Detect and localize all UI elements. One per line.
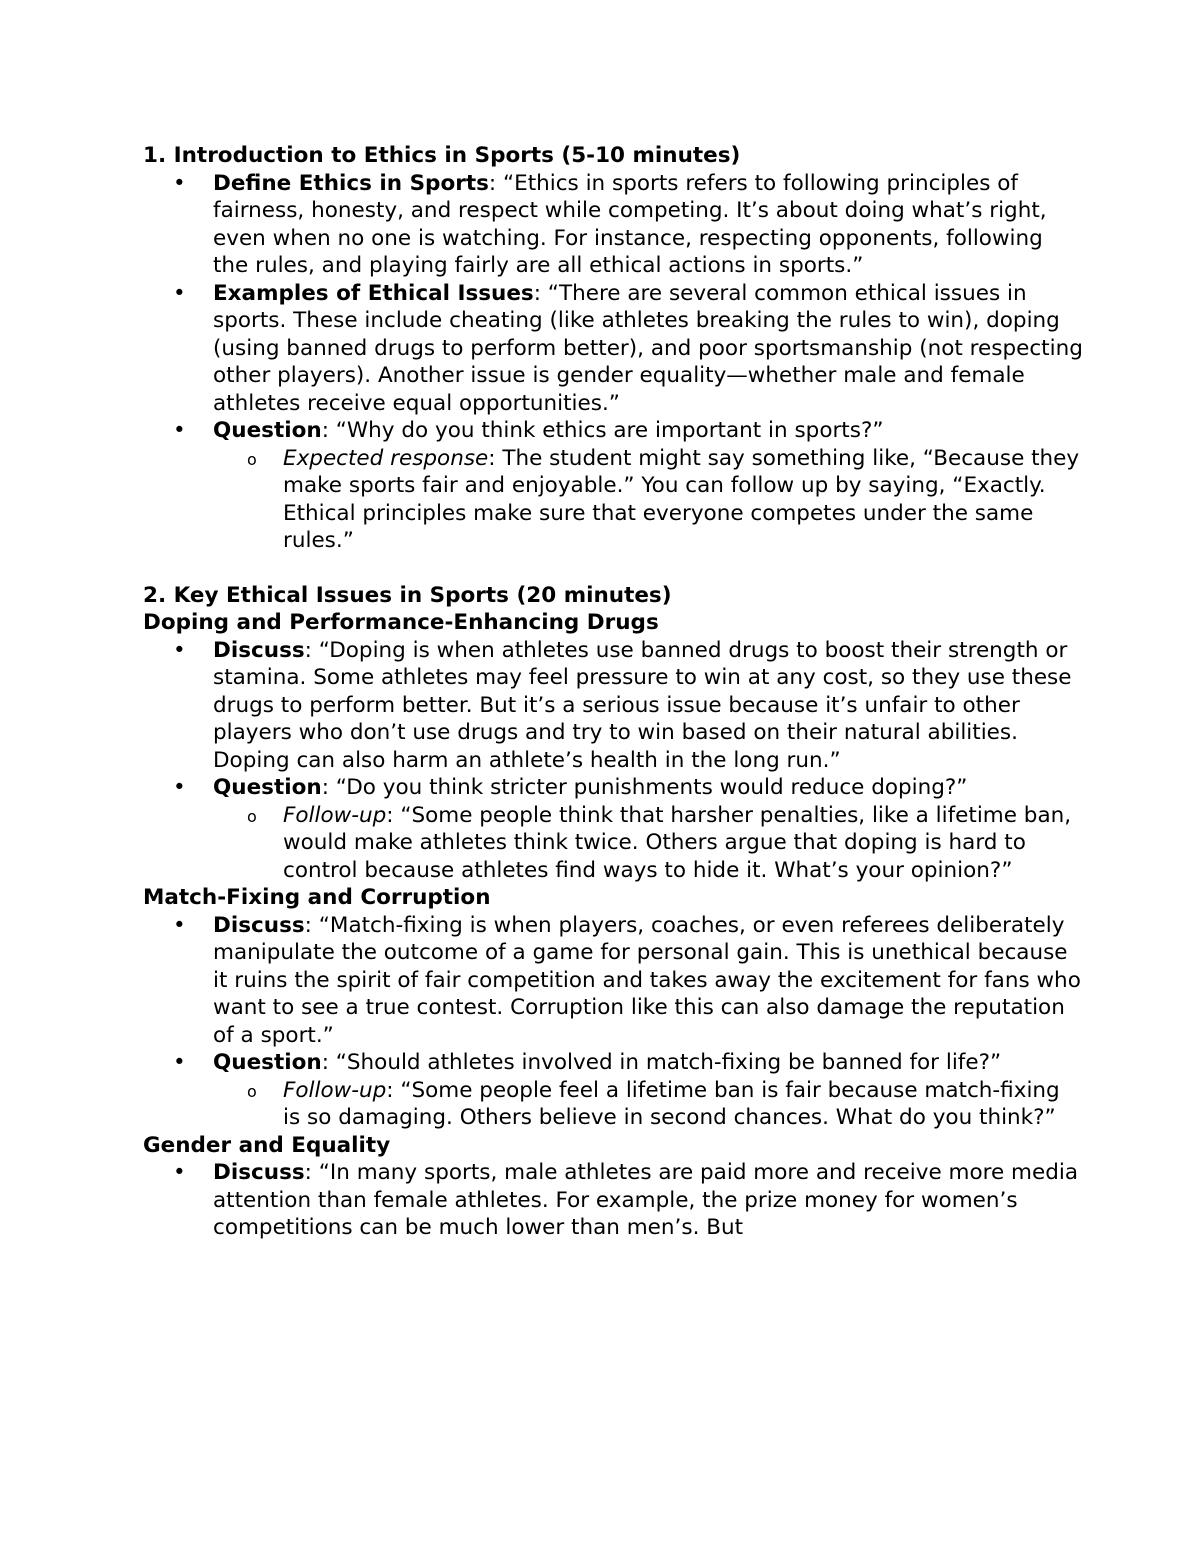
list-item-term: Question [213, 775, 322, 800]
bullet-icon: • [173, 1050, 186, 1075]
list-item-term: Question [213, 418, 322, 443]
list-item [143, 637, 1083, 775]
bullet-icon: • [173, 170, 186, 196]
list-item-term: Discuss [213, 1160, 305, 1185]
list-item-term: Question [213, 1050, 322, 1075]
sub-list-item-term: Expected response [283, 445, 489, 471]
circle-bullet-icon: o [247, 806, 257, 826]
list-item-text: : “Ethics in sports refers to following principles of fairness, honesty, and respect while competing. It’s about doing what’s right, even when no one is watching. For instance, respecting opponents, following the rules, and playing fairly are all ethical actions in sports.” [213, 170, 1047, 278]
list-item [143, 774, 1083, 802]
sub-list-item-term: Follow-up [283, 802, 387, 828]
bullet-icon: • [173, 637, 186, 663]
sub-list-item [143, 802, 1083, 885]
bullet-icon: • [173, 280, 186, 306]
bullet-icon: • [173, 1160, 186, 1185]
list-item-term: Examples of Ethical Issues [213, 280, 534, 306]
list-item-text: : “Why do you think ethics are important in sports?” [321, 418, 884, 443]
list-item [143, 280, 1083, 418]
list-item-text: : “Do you think stricter punishments would reduce doping?” [321, 775, 968, 800]
subsection-heading-gender: Gender and Equality [143, 1132, 391, 1158]
sub-list-item-text: : The student might say something like, “Because they make sports fair and enjoyable.” You can follow up by saying, “Exactly. Ethical principles make sure that everyone competes under the same rules.” [283, 445, 1080, 553]
subsection-heading-doping: Doping and Performance-Enhancing Drugs [143, 610, 659, 635]
bullet-icon: • [173, 418, 186, 443]
subsection-heading-match-fixing: Match-Fixing and Corruption [143, 885, 491, 910]
sub-list-item-text: : “Some people think that harsher penalties, like a lifetime ban, would make athletes think twice. Others argue that doping is hard to control because athletes find ways to hide it. What’s your opinion?” [283, 802, 1072, 883]
circle-bullet-icon: o [247, 449, 257, 469]
list-item-text: : “Should athletes involved in match-fixing be banned for life?” [321, 1050, 1002, 1075]
list-item [143, 912, 1083, 1050]
document-body [143, 142, 1083, 1242]
sub-list-item-text: : “Some people feel a lifetime ban is fair because match-fixing is so damaging. Others believe in second chances. What do you think?” [283, 1077, 1060, 1130]
list-item-term: Discuss [213, 637, 305, 663]
circle-bullet-icon: o [247, 1081, 257, 1101]
list-item-text: : “Match-fixing is when players, coaches, or even referees deliberately manipulate the outcome of a game for personal gain. This is unethical because it ruins the spirit of fair competition and takes away the excitement for fans who want to see a true contest. Corruption like this can also damage the reputation of a sport.” [213, 912, 1081, 1048]
sub-list-item [143, 445, 1083, 555]
list-item [143, 170, 1083, 280]
bullet-icon: • [173, 912, 186, 938]
list-item-term: Define Ethics in Sports [213, 170, 489, 196]
sub-list-item-term: Follow-up [283, 1077, 387, 1103]
list-item [143, 1049, 1083, 1077]
sub-list-item [143, 1077, 1083, 1132]
bullet-icon: • [173, 775, 186, 800]
list-item [143, 417, 1083, 445]
list-item [143, 1159, 1083, 1242]
section-1-title: 1. Introduction to Ethics in Sports (5-10 minutes) [143, 143, 741, 168]
list-item-text: : “There are several common ethical issues in sports. These include cheating (like athletes breaking the rules to win), doping (using banned drugs to perform better), and poor sportsmanship (not respecting other players). Another issue is gender equality—whether male and female athletes receive equal opportunities.” [213, 280, 1083, 416]
list-item-text: : “Doping is when athletes use banned drugs to boost their strength or stamina. Some athletes may feel pressure to win at any cost, so they use these drugs to perform better. But it’s a serious issue because it’s unfair to other players who don’t use drugs and try to win based on their natural abilities. Doping can also harm an athlete’s health in the long run.” [213, 637, 1072, 773]
section-2-title: 2. Key Ethical Issues in Sports (20 minutes) [143, 582, 672, 608]
list-item-term: Discuss [213, 912, 305, 938]
list-item-text: : “In many sports, male athletes are paid more and receive more media attention than female athletes. For example, the prize money for women’s competitions can be much lower than men’s. But [213, 1160, 1078, 1240]
